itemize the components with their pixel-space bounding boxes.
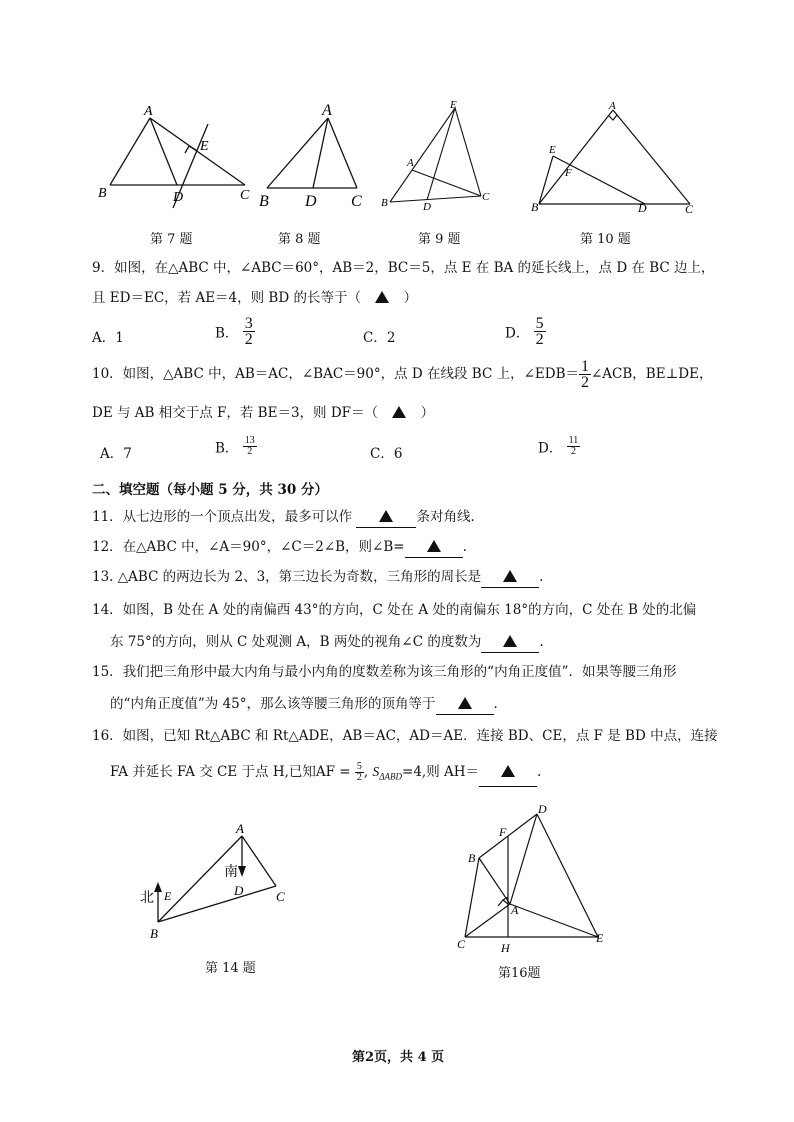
answer-triangle-icon	[503, 570, 517, 582]
caption-fig9: 第 9 题	[418, 232, 461, 247]
q15-line2	[110, 694, 498, 715]
q14-line2-text: 东 75°的方向，则从 C 处观测 A，B 两处的视角∠C 的度数为	[110, 634, 482, 650]
label-e: E	[596, 931, 604, 945]
q9-line2-end: ）	[403, 290, 418, 306]
q10-line2-end: ）	[420, 405, 435, 421]
q9-line2-text: 且 ED＝EC，若 AE＝4，则 BD 的长等于（	[92, 290, 361, 306]
q16-line2	[110, 758, 541, 791]
q16-line2-b: ,	[363, 764, 369, 780]
label-c: C	[685, 202, 694, 216]
caption-fig7: 第 7 题	[150, 232, 193, 247]
q10-option-b	[215, 436, 257, 457]
q13-text: 13. △ABC 的两边长为 2、3，第三边长为奇数，三角形的周长是	[92, 569, 482, 585]
figure-7	[90, 100, 260, 210]
q16-line2-c: =4,则 AH＝	[402, 764, 480, 780]
label-c: C	[457, 937, 466, 951]
q9-b-numerator: 3	[244, 315, 253, 332]
answer-triangle-icon	[379, 510, 393, 522]
label-f: F	[565, 167, 572, 179]
figure-10	[525, 98, 705, 218]
q11-text: 11．从七边形的一个顶点出发，最多可以作	[92, 509, 353, 525]
q12-text-end: .	[462, 539, 467, 555]
q15-line1: 15．我们把三角形中最大内角与最小内角的度数差称为该三角形的“内角正度值”．如果等腰三角形	[92, 664, 677, 680]
label-d: D	[234, 883, 244, 898]
q10-option-d	[538, 436, 580, 457]
q14-line2	[110, 632, 544, 653]
q10-line1	[92, 358, 712, 390]
q10-line1-b: ∠ACB，BE⊥DE，	[591, 366, 713, 382]
caption-fig14: 第 14 题	[205, 961, 256, 976]
south-label: 南	[224, 865, 238, 880]
q9-option-b-fraction	[243, 316, 255, 347]
q9-option-c: C．2	[363, 330, 396, 346]
q10-denominator: 2	[581, 374, 589, 391]
caption-fig8: 第 8 题	[278, 232, 321, 247]
q9-option-d-fraction	[534, 316, 546, 347]
q11	[92, 507, 475, 528]
label-d: D	[173, 190, 184, 205]
figure-9	[375, 98, 500, 216]
q9-option-b	[215, 316, 255, 347]
north-label: 北	[140, 891, 154, 906]
q10-line2	[92, 403, 434, 423]
answer-blank	[356, 507, 416, 528]
answer-blank	[479, 758, 537, 787]
label-d: D	[638, 201, 647, 215]
label-c: C	[240, 188, 250, 203]
q9-line1: 9．如图，在△ABC 中，∠ABC＝60°，AB＝2，BC＝5，点 E 在 BA 的延长线上，点 D 在 BC 边上，	[92, 260, 715, 276]
label-h: H	[501, 941, 510, 955]
answer-triangle-icon	[503, 635, 517, 647]
q9-option-d-label: D．	[505, 325, 530, 342]
q9-line2	[92, 288, 417, 308]
q10-option-c: C．6	[370, 446, 403, 462]
figure-16	[455, 800, 620, 960]
q13-text-end: .	[539, 569, 544, 585]
q10-d-denominator: 2	[570, 446, 576, 457]
q16-text-end: .	[537, 764, 542, 780]
label-b: B	[381, 197, 388, 209]
q16-area-label: S	[372, 764, 380, 779]
label-a: A	[511, 903, 519, 917]
label-a: A	[407, 157, 414, 169]
label-f: F	[499, 825, 507, 839]
q9-d-denominator: 2	[535, 331, 544, 348]
q14-line1: 14．如图，B 处在 A 处的南偏西 43°的方向，C 处在 A 处的南偏东 18°的方向，C 处在 B 处的北偏	[92, 602, 697, 618]
q9-b-denominator: 2	[244, 331, 253, 348]
q16-area-subscript: ΔABD	[379, 771, 403, 782]
label-c: C	[276, 889, 285, 904]
label-a: A	[236, 822, 244, 836]
label-a: A	[144, 104, 153, 119]
q10-b-numerator: 13	[244, 435, 255, 446]
answer-triangle-icon	[392, 406, 406, 418]
q12-text: 12．在△ABC 中，∠A＝90°，∠C＝2∠B，则∠B=	[92, 539, 405, 555]
label-b: B	[98, 186, 107, 201]
q10-d-numerator: 11	[568, 435, 579, 446]
q10-option-d-fraction	[567, 436, 581, 457]
answer-blank	[405, 537, 463, 558]
label-b: B	[531, 200, 539, 214]
label-b: B	[259, 193, 269, 210]
q10-line2-text: DE 与 AB 相交于点 F，若 BE＝3，则 DF＝（	[92, 405, 379, 421]
caption-fig10: 第 10 题	[580, 232, 631, 247]
section-heading: 二、填空题（每小题 5 分，共 30 分）	[92, 482, 328, 498]
answer-triangle-icon	[501, 765, 515, 777]
label-e: E	[164, 889, 172, 903]
q11-text-end: 条对角线.	[416, 509, 475, 525]
q12	[92, 537, 467, 558]
q16-numerator: 5	[356, 761, 362, 772]
q16-denominator: 2	[356, 772, 362, 783]
label-e: E	[200, 139, 209, 154]
q14-text-end: .	[539, 634, 544, 650]
label-e: E	[450, 99, 457, 111]
q10-option-b-fraction	[243, 436, 257, 457]
q10-fraction	[579, 359, 591, 390]
q16-area	[372, 764, 403, 782]
label-d: D	[423, 201, 431, 213]
q9-option-b-label: B．	[215, 325, 239, 342]
q10-option-d-label: D．	[538, 440, 563, 457]
q9-d-numerator: 5	[535, 315, 544, 332]
answer-triangle-icon	[427, 540, 441, 552]
answer-blank	[436, 694, 494, 715]
answer-triangle-icon	[458, 697, 472, 709]
q10-line1-a: 10．如图，△ABC 中，AB＝AC，∠BAC＝90°，点 D 在线段 BC 上，∠EDB＝	[92, 366, 579, 382]
q10-option-b-label: B．	[215, 440, 239, 457]
label-c: C	[482, 191, 490, 203]
label-c: C	[351, 193, 362, 210]
q15-text-end: .	[493, 696, 498, 712]
page-footer: 第2页，共 4 页	[352, 1050, 445, 1065]
label-d: D	[305, 193, 317, 210]
figure-14	[130, 822, 300, 947]
label-b: B	[150, 926, 158, 941]
label-a: A	[322, 102, 332, 119]
q16-fraction	[355, 762, 364, 783]
answer-blank	[481, 567, 539, 588]
q10-option-a: A．7	[100, 446, 132, 462]
label-a: A	[609, 100, 616, 112]
q10-numerator: 1	[581, 358, 589, 375]
q10-b-denominator: 2	[247, 446, 253, 457]
label-d: D	[538, 802, 547, 816]
caption-fig16: 第16题	[498, 966, 541, 981]
q15-line2-text: 的“内角正度值”为 45°，那么该等腰三角形的顶角等于	[110, 696, 436, 712]
figure-8	[255, 100, 375, 212]
label-e: E	[549, 144, 556, 156]
label-b: B	[468, 851, 476, 865]
answer-triangle-icon	[375, 291, 389, 303]
q9-option-d	[505, 316, 546, 347]
q13	[92, 567, 543, 588]
q16-line2-a: FA 并延长 FA 交 CE 于点 H,已知AF =	[110, 764, 351, 780]
q16-line1: 16．如图，已知 Rt△ABC 和 Rt△ADE，AB＝AC，AD＝AE．连接 BD、CE，点 F 是 BD 中点，连接	[92, 728, 718, 744]
answer-blank	[481, 632, 539, 653]
q9-option-a: A．1	[92, 330, 124, 346]
